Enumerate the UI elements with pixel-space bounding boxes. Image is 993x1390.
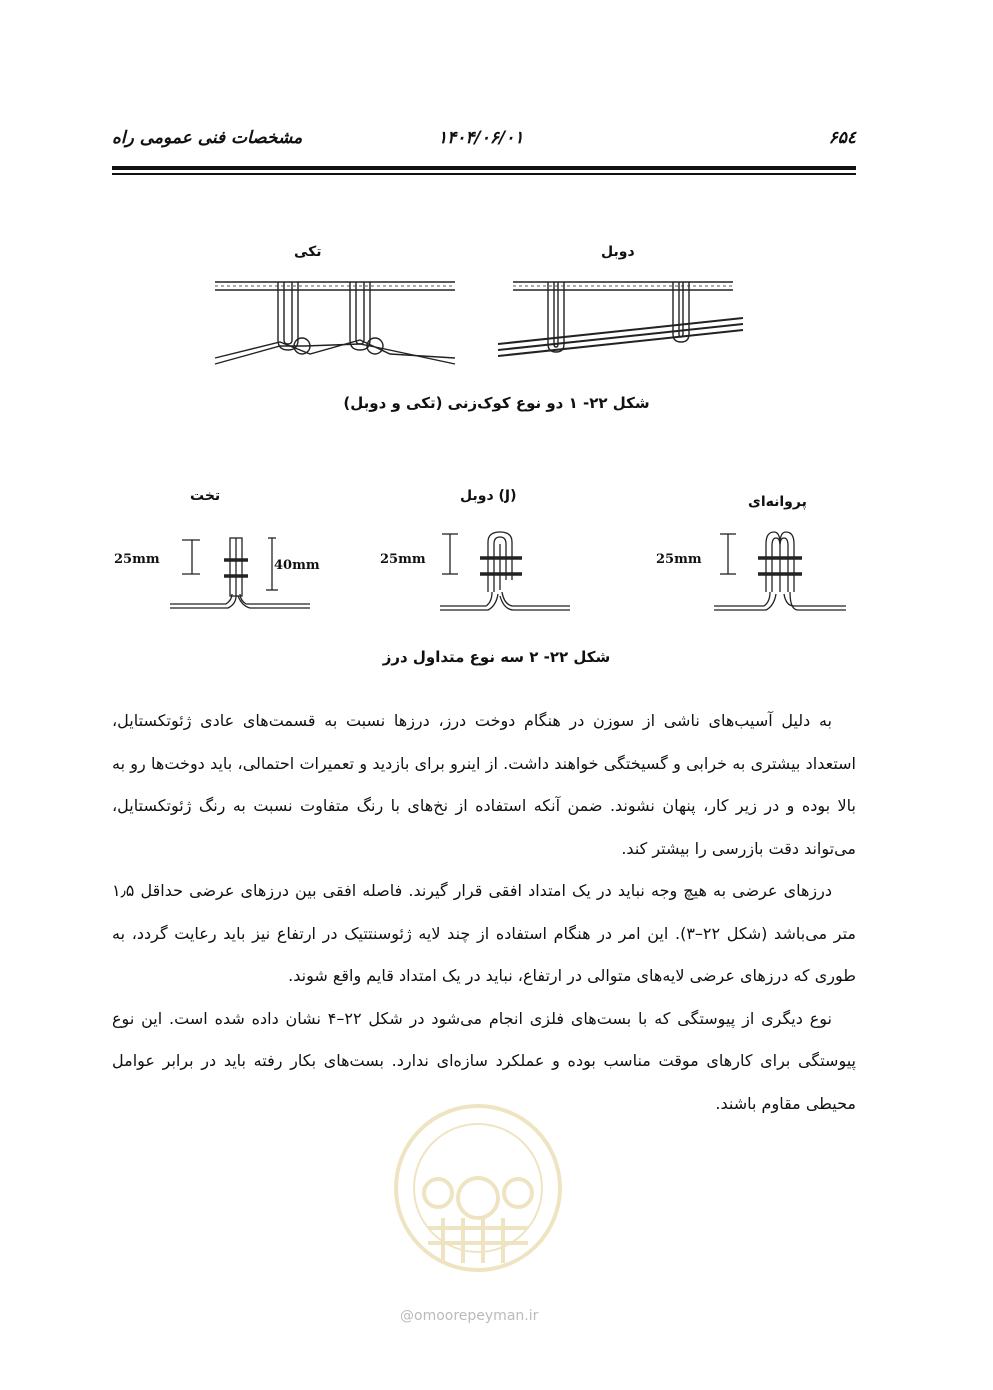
page-number: ۶۵٤	[828, 128, 856, 148]
watermark-seal	[388, 1098, 568, 1278]
document-title: مشخصات فنی عمومی راه	[112, 128, 303, 148]
butterfly-seam-diagram	[700, 528, 850, 612]
header-rule-thick	[112, 166, 856, 170]
dim-flat-height: 40mm	[274, 558, 320, 573]
page-header	[112, 128, 856, 158]
document-date: ۱۴۰۴/۰۶/۰۱	[438, 128, 524, 148]
stitch-double-diagram	[498, 274, 748, 374]
label-single: تکی	[294, 244, 322, 260]
label-flat: تخت	[190, 488, 221, 504]
figure1-caption: شکل ۲۲- ۱ دو نوع کوک‌زنی (تکی و دوبل)	[343, 394, 650, 412]
label-j-seam: دوبل (J)	[460, 488, 517, 504]
figure-stitch-types	[0, 236, 993, 376]
dim-j-width: 25mm	[380, 552, 426, 567]
paragraph: به دلیل آسیب‌های ناشی از سوزن در هنگام دوخت درز، درزها نسبت به قسمت‌های عادی ژئوتکستایل، استعداد بیشتری به خرابی و گسیختگی خواهند داشت. از اینرو برای بازدید و تعمیرات احتمالی، باید دوخت‌ها رو به بالا بوده و در زیر کار، پنهان نشوند. ضمن آنکه استفاده از نخ‌های با رنگ متفاوت نسبت به رنگ ژئوتکستایل، می‌تواند دقت بازرسی را بیشتر کند.	[112, 711, 856, 858]
label-butterfly: پروانه‌ای	[748, 494, 807, 510]
label-double: دوبل	[601, 244, 635, 260]
flat-seam-diagram	[150, 530, 320, 610]
j-seam-diagram	[430, 528, 580, 612]
watermark-url: @omoorepeyman.ir	[400, 1308, 539, 1324]
paragraph: درزهای عرضی به هیچ وجه نباید در یک امتداد افقی قرار گیرند. فاصله افقی بین درزهای عرضی حداقل ۱٫۵ متر می‌باشد (شکل ۲۲–۳). این امر در هنگام استفاده از چند لایه ژئوسنتتیک در ارتفاع نیز باید رعایت گردد، به طوری که درزهای عرضی لایه‌های متوالی در ارتفاع، نباید در یک امتداد قایم واقع شوند.	[112, 881, 856, 985]
figure-seam-types	[0, 480, 993, 630]
body-text	[112, 700, 856, 1125]
paragraph: نوع دیگری از پیوستگی که با بست‌های فلزی انجام می‌شود در شکل ۲۲–۴ نشان داده شده است. این نوع پیوستگی برای کارهای موقت مناسب بوده و عملکرد سازه‌ای ندارد. بست‌های بکار رفته باید در برابر عوامل محیطی مقاوم باشند.	[112, 1008, 856, 1113]
dim-butterfly-width: 25mm	[656, 552, 702, 567]
stitch-single-diagram	[210, 274, 460, 374]
header-rule-thin	[112, 173, 856, 175]
figure2-caption: شکل ۲۲- ۲ سه نوع متداول درز	[382, 648, 611, 666]
dim-flat-width: 25mm	[114, 552, 160, 567]
